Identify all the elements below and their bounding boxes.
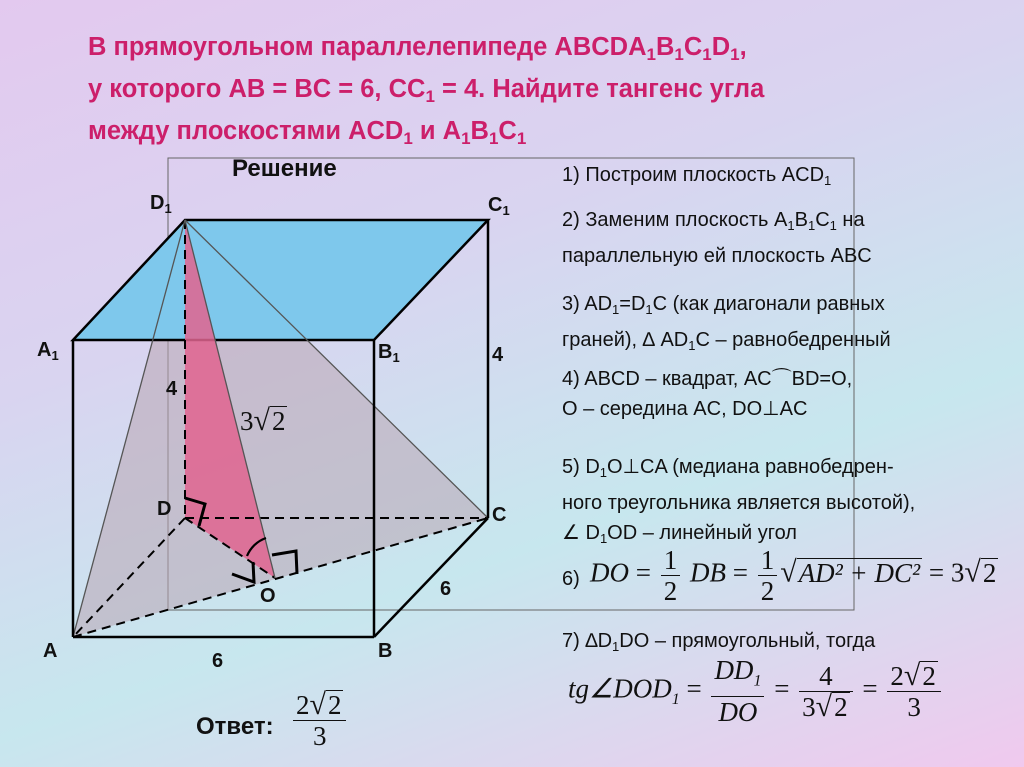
top-face xyxy=(73,220,488,340)
title-line-3: между плоскостями $ACD_1$ и $A_1B_1C_1$ xyxy=(88,117,527,148)
dim-edge-left: 4 xyxy=(166,378,178,400)
solution-heading: Решение xyxy=(232,155,337,182)
label-d1: $D_1$ xyxy=(150,192,172,216)
step-6-label: 6) xyxy=(562,568,580,590)
answer-label: Ответ: xyxy=(196,713,274,740)
label-b1: $B_1$ xyxy=(378,341,400,365)
dim-bottom: 6 xyxy=(212,650,224,672)
label-a: A xyxy=(43,640,58,662)
dim-slant: 3√2 xyxy=(240,404,286,437)
dim-edge-right: 4 xyxy=(492,344,504,366)
step-2: 2) Заменим плоскость $A_1B_1C_1$ на параллельную ей плоскость ABC xyxy=(562,209,872,267)
title-line-2: у которого AB = BC = 6, $CC_1 = 4$. Найдите тангенс угла xyxy=(88,75,765,106)
label-c1: $C_1$ xyxy=(488,194,510,218)
answer-value: $\frac{2√2}{3}$ xyxy=(290,690,349,751)
label-c: C xyxy=(492,504,507,526)
step-7-formula: $tg\angle DOD_1$ = $\frac{DD_1}{DO}$ = $\frac{4}{3√2}$ = $\frac{2√2}{3}$ xyxy=(568,655,944,727)
step-1: 1) Построим плоскость $ACD_1$ xyxy=(562,164,832,188)
title-line-1: В прямоугольном параллелепипеде $ABCDA_1B_1C_1D_1$, xyxy=(88,33,747,64)
step-7: 7) $\Delta D_1DO$ – прямоугольный, тогда xyxy=(562,630,876,654)
step-4: 4) ABCD – квадрат, AC⌒BD=O, O – середина AC, DO⊥AC xyxy=(562,368,853,420)
step-3: 3) $AD_1=D_1C$ (как диагонали равных граней), ∆ $AD_1C$ – равнобедренный xyxy=(562,293,891,353)
label-d: D xyxy=(157,498,172,520)
step-5: 5) $D_1O\perp CA$ (медиана равнобедрен- ного треугольника является высотой), ∠ $D_1OD$ – линейный угол xyxy=(562,456,916,546)
label-a1: $A_1$ xyxy=(37,339,59,363)
label-b: B xyxy=(378,640,393,662)
label-o: O xyxy=(260,585,276,607)
dim-right: 6 xyxy=(440,578,452,600)
step-6-formula: DO = $\frac{1}{2}$ DB = $\frac{1}{2}$ √AD² + DC² = 3√2 xyxy=(590,545,997,606)
